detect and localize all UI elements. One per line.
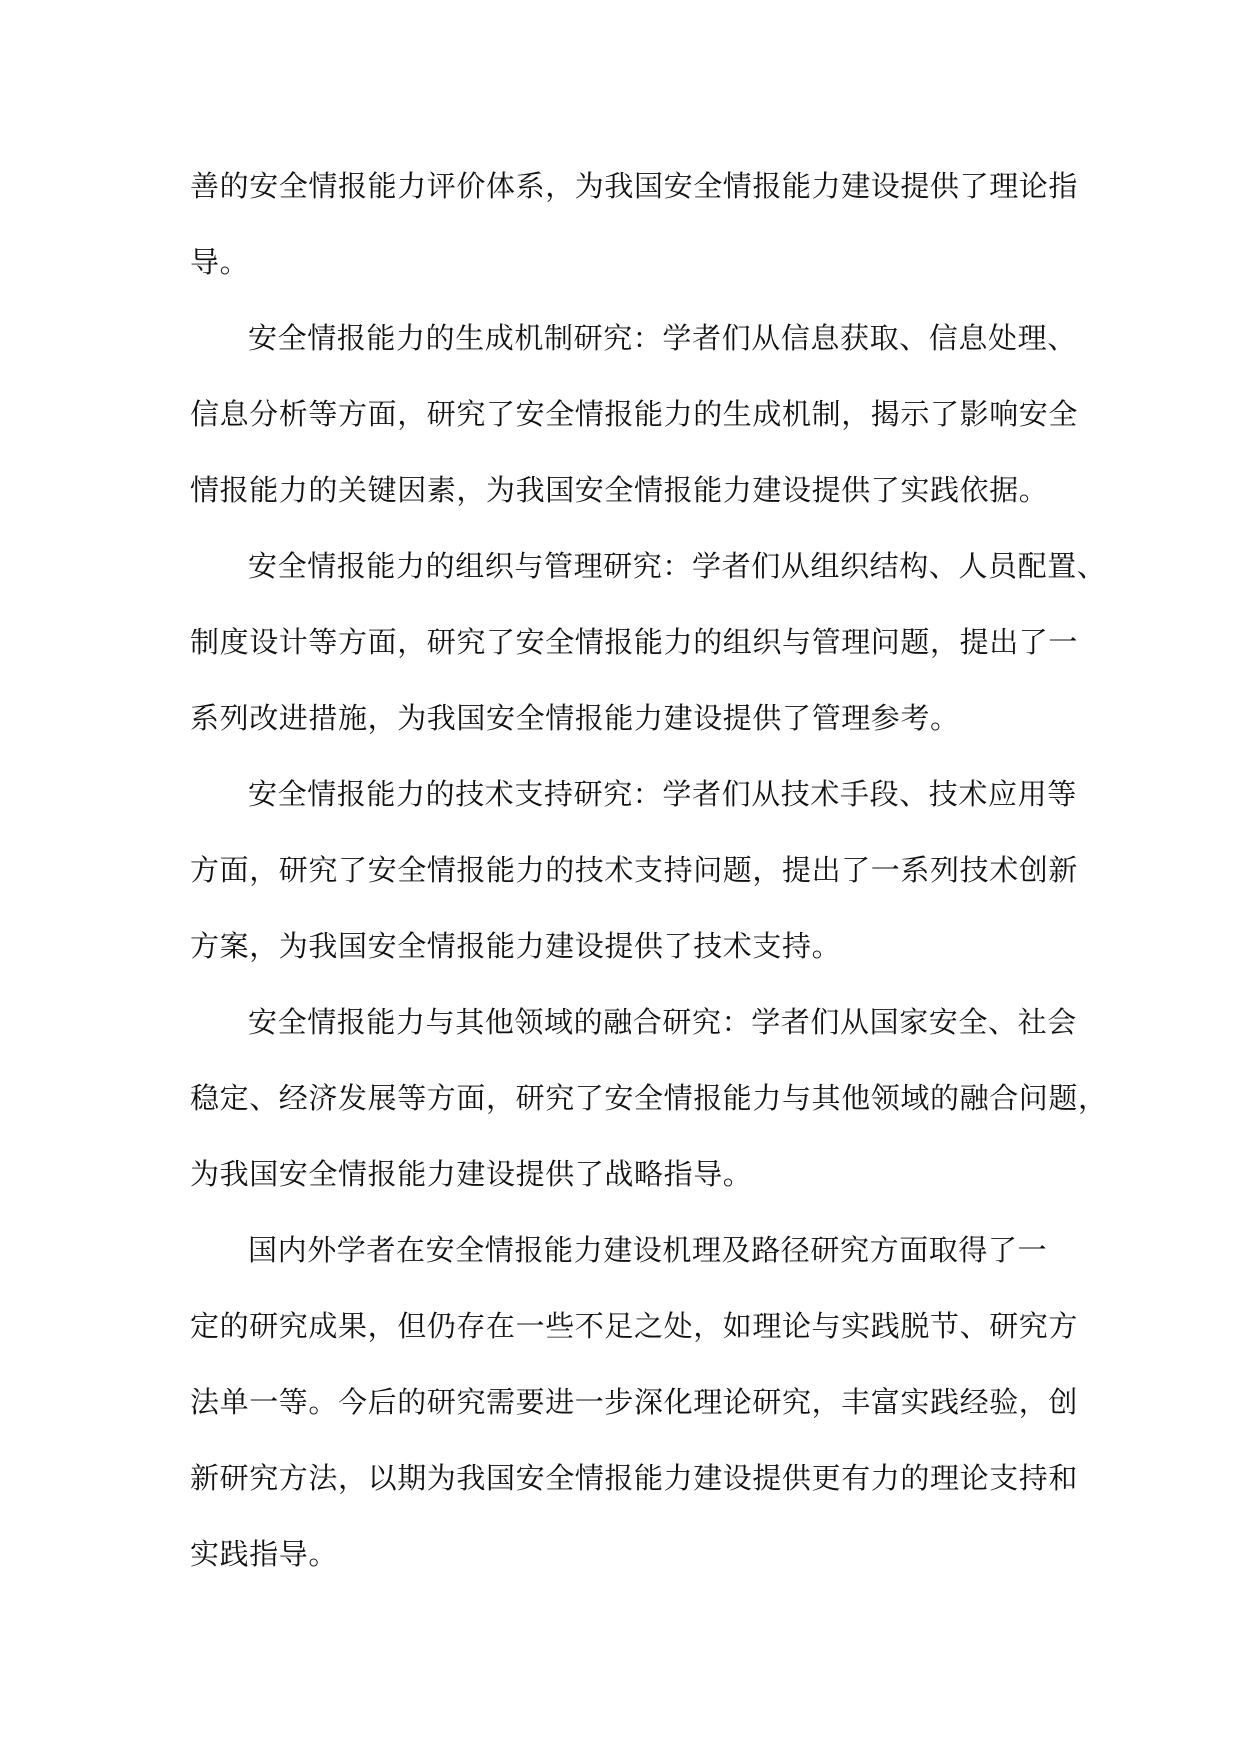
paragraph-line: 稳定、经济发展等方面，研究了安全情报能力与其他领域的融合问题， <box>190 1081 1108 1115</box>
paragraph-line: 方案，为我国安全情报能力建设提供了技术支持。 <box>190 929 842 963</box>
paragraph-line: 安全情报能力的生成机制研究：学者们从信息获取、信息处理、 <box>248 321 1077 355</box>
paragraph-5 <box>190 984 1108 1212</box>
paragraph-6 <box>190 1212 1079 1592</box>
paragraph-line: 安全情报能力的技术支持研究：学者们从技术手段、技术应用等 <box>248 777 1077 811</box>
paragraph-line: 信息分析等方面，研究了安全情报能力的生成机制，揭示了影响安全 <box>190 397 1079 431</box>
paragraph-4 <box>190 756 1079 984</box>
paragraph-line: 方面，研究了安全情报能力的技术支持问题，提出了一系列技术创新 <box>190 853 1079 887</box>
paragraph-line: 善的安全情报能力评价体系，为我国安全情报能力建设提供了理论指 <box>190 169 1079 203</box>
paragraph-line: 安全情报能力的组织与管理研究：学者们从组织结构、人员配置、 <box>248 549 1107 583</box>
document-body <box>190 148 1108 1592</box>
paragraph-line: 系列改进措施，为我国安全情报能力建设提供了管理参考。 <box>190 701 960 735</box>
paragraph-line: 情报能力的关键因素，为我国安全情报能力建设提供了实践依据。 <box>190 473 1049 507</box>
paragraph-line: 安全情报能力与其他领域的融合研究：学者们从国家安全、社会 <box>248 1005 1077 1039</box>
paragraph-line: 为我国安全情报能力建设提供了战略指导。 <box>190 1157 753 1191</box>
paragraph-line: 国内外学者在安全情报能力建设机理及路径研究方面取得了一 <box>248 1233 1048 1267</box>
paragraph-2 <box>190 300 1079 528</box>
paragraph-line: 制度设计等方面，研究了安全情报能力的组织与管理问题，提出了一 <box>190 625 1079 659</box>
paragraph-line: 新研究方法，以期为我国安全情报能力建设提供更有力的理论支持和 <box>190 1461 1079 1495</box>
paragraph-line: 法单一等。今后的研究需要进一步深化理论研究，丰富实践经验，创 <box>190 1385 1079 1419</box>
paragraph-line: 定的研究成果，但仍存在一些不足之处，如理论与实践脱节、研究方 <box>190 1309 1079 1343</box>
paragraph-line: 实践指导。 <box>190 1537 339 1571</box>
paragraph-3 <box>190 528 1107 756</box>
paragraph-line: 导。 <box>190 245 250 279</box>
paragraph-1 <box>190 148 1079 300</box>
